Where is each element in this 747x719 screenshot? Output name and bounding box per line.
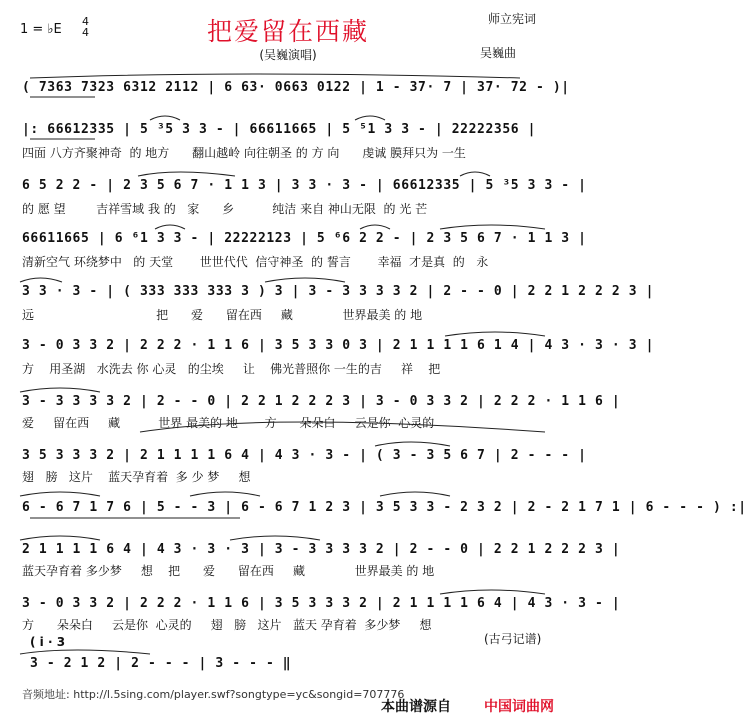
- notation-row: 3 - 0 3 3 2 | 2 2 2 · 1 1 6 | 3 5 3 3 0 3 | 2 1 1 1 1 6 1 4 | 4 3 · 3 · 3 |: [22, 338, 654, 353]
- slur: [375, 442, 450, 446]
- lyric-row: 四面 八方齐聚神奇 的 地方 翻山越岭 向往朝圣 的 方 向 虔诚 膜拜只为 一生: [22, 146, 466, 160]
- composer-credit: 吴巍曲: [479, 46, 516, 60]
- singer-credit: (吴巍演唱): [259, 48, 317, 62]
- slur: [20, 278, 62, 282]
- notation-row: 66611665 | 6 ⁶1 3 3 - | 22222123 | 5 ⁶6 2 2 - | 2 3 5 6 7 · 1 1 3 |: [22, 231, 587, 246]
- lyric-row: 远 把 爱 留在西 藏 世界最美 的 地: [22, 308, 423, 322]
- song-title: 把爱留在西藏: [206, 17, 369, 46]
- slur: [445, 332, 545, 336]
- slur: [20, 536, 100, 540]
- notation-row: 3 - 0 3 3 2 | 2 2 2 · 1 1 6 | 3 5 3 3 3 2 | 2 1 1 1 1 6 4 | 4 3 · 3 - |: [22, 596, 621, 611]
- slur: [265, 278, 345, 282]
- slur: [230, 536, 320, 540]
- notation-row: 3 - 2 1 2 | 2 - - - | 3 - - - ‖: [30, 656, 292, 671]
- lyricist-credit: 师立宪词: [487, 12, 536, 26]
- watermark-site: 中国词曲网: [484, 699, 554, 715]
- watermark-source: 本曲谱源自: [381, 699, 451, 715]
- notation-row: |: 66612335 | 5 ³5 3 3 - | 66611665 | 5 ⁵1 3 3 - | 22222356 |: [22, 122, 537, 137]
- key-signature: 1 = ♭E: [20, 22, 62, 37]
- audio-link[interactable]: [22, 686, 404, 702]
- notation-row: 6 - 6 7 1 7 6 | 5 - - 3 | 6 - 6 7 1 2 3 | 3 5 3 3 - 2 3 2 | 2 - 2 1 7 1 | 6 - - - ) :|: [22, 500, 747, 515]
- slur: [460, 172, 490, 176]
- slur: [360, 225, 390, 229]
- slur: [440, 590, 545, 594]
- notation-row: 3 5 3 3 3 2 | 2 1 1 1 1 6 4 | 4 3 · 3 - | ( 3 - 3 5 6 7 | 2 - - - |: [22, 448, 587, 463]
- slur: [30, 74, 520, 78]
- time-signature-bottom: 4: [82, 26, 89, 39]
- slur: [155, 225, 185, 229]
- lyric-row: 蓝天孕育着 多少梦 想 把 爱 留在西 藏 世界最美 的 地: [22, 564, 435, 578]
- slur: [20, 492, 100, 496]
- slur: [150, 116, 180, 120]
- lyric-row: 方 朵朵白 云是你 心灵的 翅 膀 这片 蓝天 孕育着 多少梦 想: [22, 618, 432, 632]
- slur: [440, 225, 545, 229]
- notation-row: ( 7363 7323 6312 2112 | 6 63· 0663 0122 | 1 - 37· 7 | 37· 72 - )|: [22, 80, 570, 95]
- transcriber-credit: (古弓记谱): [484, 632, 542, 646]
- notation-row: 3 3 · 3 - | ( 333 333 333 3 ) 3 | 3 - 3 3 3 3 2 | 2 - - 0 | 2 2 1 2 2 2 3 |: [22, 284, 654, 299]
- slur: [380, 492, 450, 496]
- lyric-row: 清新空气 环绕梦中 的 天堂 世世代代 信守神圣 的 誓言 幸福 才是真 的 永: [22, 255, 489, 269]
- slur: [20, 388, 100, 392]
- lyric-row: 爱 留在西 藏 世界 最美的 地 方 朵朵白 云是你 心灵的: [22, 416, 435, 430]
- time-signature-top: 4: [82, 15, 89, 28]
- slur: [355, 116, 385, 120]
- coda-marker: ( i · 3: [30, 635, 66, 649]
- notation-row: 2 1 1 1 1 6 4 | 4 3 · 3 · 3 | 3 - 3 3 3 3 2 | 2 - - 0 | 2 2 1 2 2 2 3 |: [22, 542, 621, 557]
- audio-label: 音频地址:: [22, 688, 70, 701]
- slur: [20, 650, 150, 654]
- audio-url[interactable]: http://l.5sing.com/player.swf?songtype=yc&songid=707776: [73, 688, 405, 701]
- lyric-row: 的 愿 望 吉祥雪域 我 的 家 乡 纯洁 来自 神山无限 的 光 芒: [22, 202, 428, 216]
- lyric-row: 方 用圣湖 水洗去 你 心灵 的尘埃 让 佛光普照你 一生的吉 祥 把: [22, 362, 441, 376]
- slur: [190, 492, 260, 496]
- slur: [138, 172, 235, 176]
- notation-row: 6 5 2 2 - | 2 3 5 6 7 · 1 1 3 | 3 3 · 3 - | 66612335 | 5 ³5 3 3 - |: [22, 178, 587, 193]
- lyric-row: 翅 膀 这片 蓝天孕育着 多 少 梦 想: [22, 470, 251, 484]
- notation-row: 3 - 3 3 3 3 2 | 2 - - 0 | 2 2 1 2 2 2 3 | 3 - 0 3 3 2 | 2 2 2 · 1 1 6 |: [22, 394, 621, 409]
